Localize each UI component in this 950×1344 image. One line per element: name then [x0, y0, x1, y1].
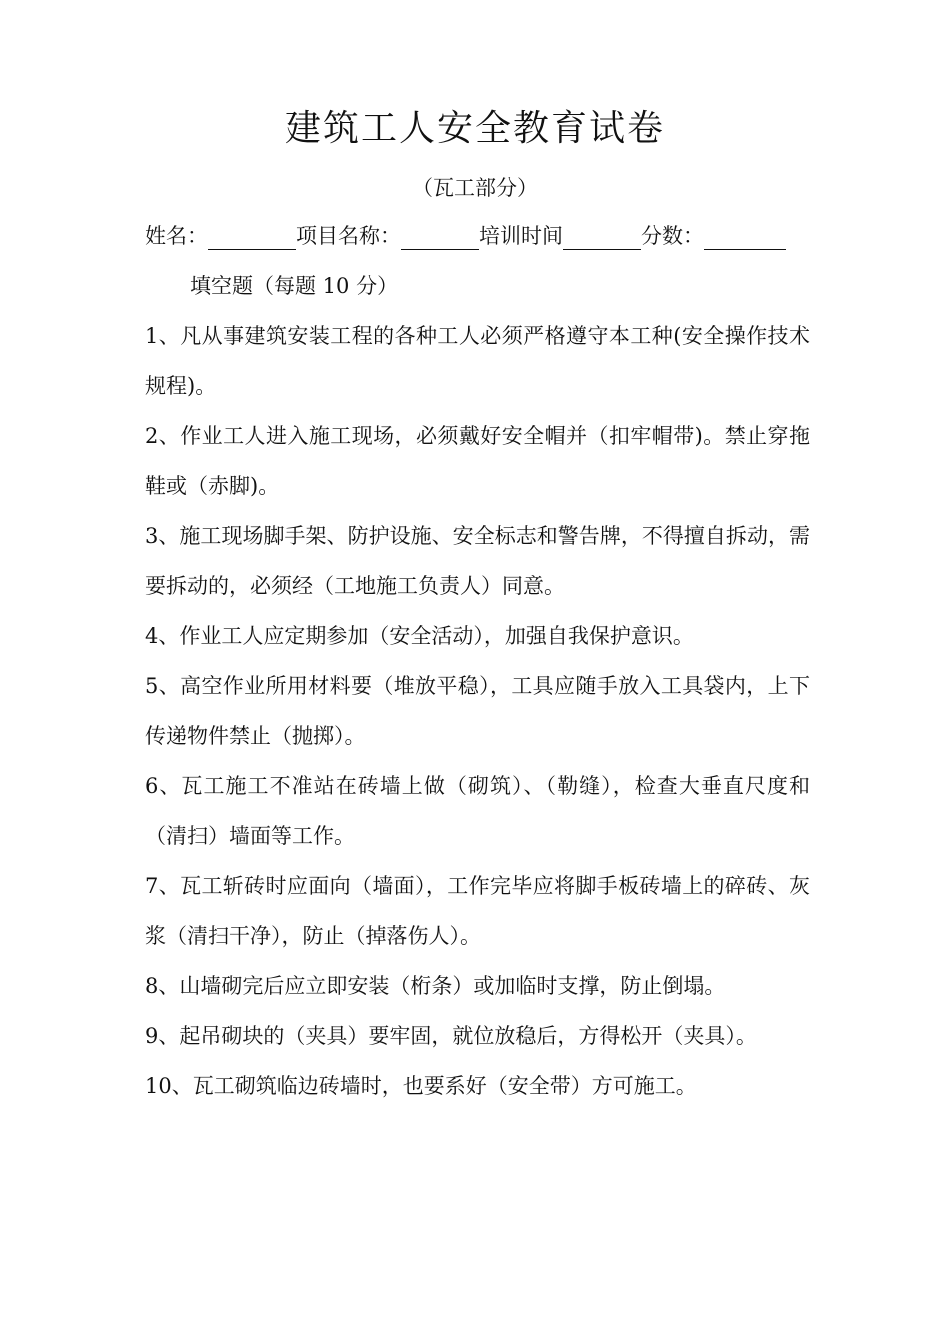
info-line [145, 220, 825, 250]
question-item: 8、山墙砌完后应立即安装（桁条）或加临时支撑，防止倒塌。 [145, 974, 726, 998]
project-label: 项目名称： [296, 224, 401, 248]
project-blank[interactable] [401, 223, 479, 250]
page-subtitle: （瓦工部分） [412, 176, 538, 200]
page-title: 建筑工人安全教育试卷 [284, 108, 665, 149]
question-list [145, 311, 810, 1111]
question-item: 10、瓦工砌筑临边砖墙时，也要系好（安全带）方可施工。 [145, 1074, 697, 1098]
name-label: 姓名： [145, 224, 208, 248]
question-item: 5、高空作业所用材料要（堆放平稳），工具应随手放入工具袋内，上下传递物件禁止（抛掷）。 [145, 674, 810, 748]
score-label: 分数： [641, 224, 704, 248]
name-blank[interactable] [208, 223, 296, 250]
question-item: 6、瓦工施工不准站在砖墙上做（砌筑）、（勒缝），检查大垂直尺度和（清扫）墙面等工作。 [145, 774, 810, 848]
question-item: 7、瓦工斩砖时应面向（墙面），工作完毕应将脚手板砖墙上的碎砖、灰浆（清扫干净），防止（掉落伤人）。 [145, 874, 810, 948]
score-blank[interactable] [704, 223, 786, 250]
question-item: 9、起吊砌块的（夹具）要牢固，就位放稳后，方得松开（夹具）。 [145, 1024, 757, 1048]
time-blank[interactable] [563, 223, 641, 250]
question-item: 2、作业工人进入施工现场，必须戴好安全帽并（扣牢帽带)。禁止穿拖鞋或（赤脚)。 [145, 424, 810, 498]
time-label: 培训时间 [479, 224, 563, 248]
section-title: 填空题（每题 10 分） [190, 274, 399, 298]
question-item: 4、作业工人应定期参加（安全活动），加强自我保护意识。 [145, 624, 694, 648]
question-item: 3、施工现场脚手架、防护设施、安全标志和警告牌，不得擅自拆动，需要拆动的，必须经（工地施工负责人）同意。 [145, 524, 810, 598]
question-item: 1、凡从事建筑安装工程的各种工人必须严格遵守本工种(安全操作技术规程)。 [145, 324, 810, 398]
